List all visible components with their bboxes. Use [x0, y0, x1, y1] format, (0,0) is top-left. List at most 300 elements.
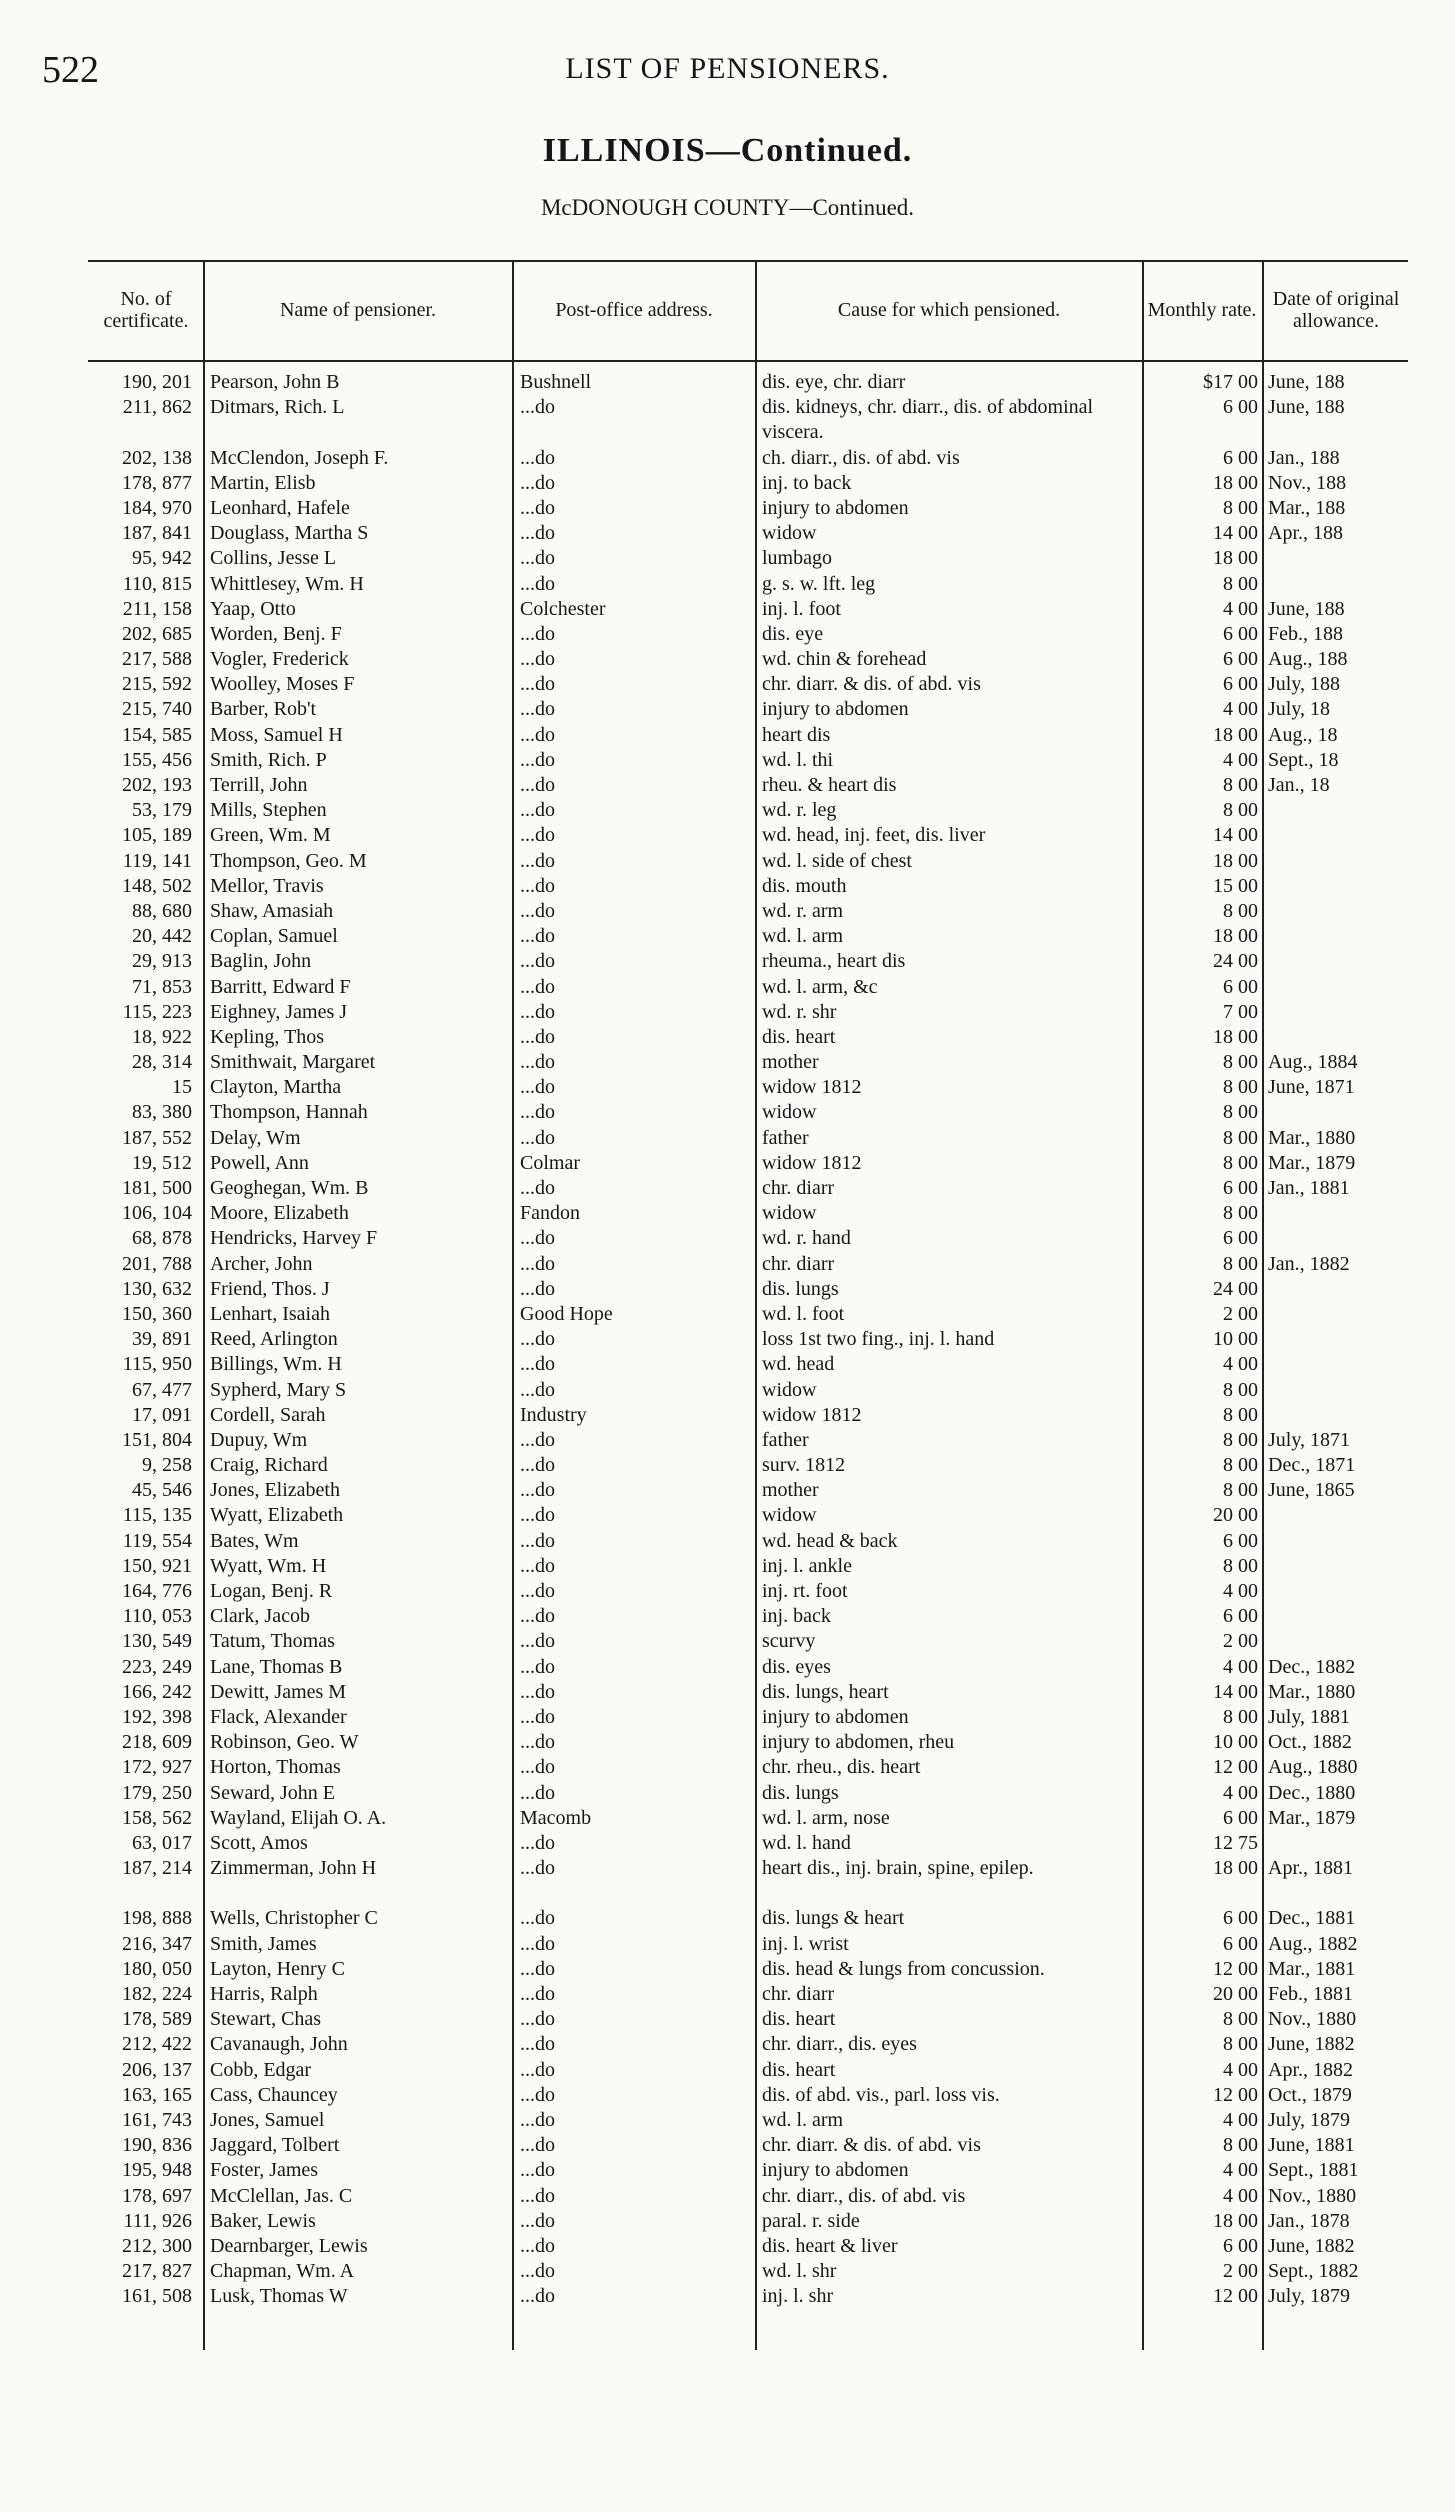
- monthly-rate: 8 00: [1223, 1428, 1258, 1451]
- cause: paral. r. side: [762, 2209, 860, 2232]
- post-office: ...do: [520, 1655, 555, 1678]
- certificate-number: 154, 585: [122, 723, 192, 746]
- monthly-rate: 2 00: [1223, 1630, 1258, 1653]
- table-row: [0, 1403, 1455, 1428]
- table-row: [0, 1629, 1455, 1654]
- allowance-date: Dec., 1882: [1268, 1655, 1356, 1678]
- monthly-rate: 18 00: [1213, 2209, 1258, 2232]
- allowance-date: Aug., 1882: [1268, 1932, 1358, 1955]
- table-row: [0, 1100, 1455, 1125]
- table-row: [0, 1982, 1455, 2007]
- certificate-number: 218, 609: [122, 1731, 192, 1754]
- certificate-number: 130, 632: [122, 1277, 192, 1300]
- table-row: [0, 446, 1455, 471]
- cause: wd. l. arm: [762, 2108, 844, 2131]
- post-office: ...do: [520, 1328, 555, 1351]
- certificate-number: 211, 158: [122, 597, 192, 620]
- post-office: ...do: [520, 2184, 555, 2207]
- monthly-rate: 4 00: [1223, 1655, 1258, 1678]
- pensioner-name: Yaap, Otto: [210, 597, 296, 620]
- monthly-rate: 12 00: [1213, 1756, 1258, 1779]
- certificate-number: 148, 502: [122, 874, 192, 897]
- table-row: [0, 1503, 1455, 1528]
- monthly-rate: 14 00: [1213, 1680, 1258, 1703]
- pensioner-name: Coplan, Samuel: [210, 925, 338, 948]
- table-row: [0, 647, 1455, 672]
- monthly-rate: 8 00: [1223, 1051, 1258, 1074]
- post-office: ...do: [520, 925, 555, 948]
- post-office: ...do: [520, 1705, 555, 1728]
- monthly-rate: 14 00: [1213, 522, 1258, 545]
- table-row: [0, 2184, 1455, 2209]
- pensioner-name: Barber, Rob't: [210, 698, 317, 721]
- allowance-date: Apr., 1881: [1268, 1857, 1353, 1880]
- allowance-date: Dec., 1880: [1268, 1781, 1356, 1804]
- post-office: ...do: [520, 1554, 555, 1577]
- certificate-number: 166, 242: [122, 1680, 192, 1703]
- pensioner-name: Jones, Elizabeth: [210, 1479, 340, 1502]
- post-office: ...do: [520, 2134, 555, 2157]
- certificate-number: 179, 250: [122, 1781, 192, 1804]
- monthly-rate: 6 00: [1223, 622, 1258, 645]
- table-row: [0, 723, 1455, 748]
- certificate-number: 172, 927: [122, 1756, 192, 1779]
- pensioner-table: [0, 370, 1455, 2309]
- pensioner-name: Vogler, Frederick: [210, 648, 349, 671]
- certificate-number: 163, 165: [122, 2083, 192, 2106]
- certificate-number: 19, 512: [132, 1151, 192, 1174]
- pensioner-name: Billings, Wm. H: [210, 1353, 342, 1376]
- cause: widow: [762, 522, 817, 545]
- pensioner-name: Terrill, John: [210, 774, 308, 797]
- post-office: Colmar: [520, 1151, 580, 1174]
- certificate-number: 115, 223: [122, 1000, 192, 1023]
- monthly-rate: 6 00: [1223, 648, 1258, 671]
- post-office: ...do: [520, 396, 555, 419]
- pensioner-name: Zimmerman, John H: [210, 1857, 377, 1880]
- cause: chr. diarr: [762, 1177, 835, 1200]
- post-office: ...do: [520, 2008, 555, 2031]
- monthly-rate: 24 00: [1213, 1277, 1258, 1300]
- post-office: ...do: [520, 622, 555, 645]
- pensioner-name: Tatum, Thomas: [210, 1630, 335, 1653]
- table-row: [0, 748, 1455, 773]
- cause: chr. diarr., dis. of abd. vis: [762, 2184, 966, 2207]
- certificate-number: 180, 050: [122, 1957, 192, 1980]
- certificate-number: 71, 853: [132, 975, 192, 998]
- certificate-number: 119, 141: [122, 849, 192, 872]
- cause: chr. diarr., dis. eyes: [762, 2033, 917, 2056]
- cause: dis. mouth: [762, 874, 847, 897]
- certificate-number: 215, 592: [122, 673, 192, 696]
- allowance-date: Oct., 1879: [1268, 2083, 1352, 2106]
- cause: injury to abdomen: [762, 698, 909, 721]
- pensioner-name: Geoghegan, Wm. B: [210, 1177, 369, 1200]
- monthly-rate: 4 00: [1223, 1580, 1258, 1603]
- pensioner-name: Baglin, John: [210, 950, 312, 973]
- monthly-rate: 6 00: [1223, 2234, 1258, 2257]
- monthly-rate: 4 00: [1223, 2159, 1258, 2182]
- pensioner-name: Wells, Christopher C: [210, 1907, 378, 1930]
- table-row: [0, 1604, 1455, 1629]
- certificate-number: 182, 224: [122, 1983, 192, 2006]
- certificate-number: 105, 189: [122, 824, 192, 847]
- certificate-number: 155, 456: [122, 748, 192, 771]
- allowance-date: Sept., 18: [1268, 748, 1339, 771]
- cause: mother: [762, 1479, 819, 1502]
- post-office: ...do: [520, 673, 555, 696]
- pensioner-name: Dearnbarger, Lewis: [210, 2234, 368, 2257]
- certificate-number: 53, 179: [132, 799, 192, 822]
- pensioner-name: Stewart, Chas: [210, 2008, 322, 2031]
- table-row: [0, 572, 1455, 597]
- certificate-number: 178, 877: [122, 471, 192, 494]
- pensioner-name: Harris, Ralph: [210, 1983, 318, 2006]
- certificate-number: 28, 314: [132, 1051, 192, 1074]
- post-office: ...do: [520, 1529, 555, 1552]
- allowance-date: Mar., 1879: [1268, 1806, 1356, 1829]
- cause: g. s. w. lft. leg: [762, 572, 876, 595]
- post-office: ...do: [520, 1227, 555, 1250]
- pensioner-name: Moore, Elizabeth: [210, 1202, 349, 1225]
- monthly-rate: 12 00: [1213, 1957, 1258, 1980]
- monthly-rate: 15 00: [1213, 874, 1258, 897]
- post-office: ...do: [520, 2234, 555, 2257]
- post-office: Good Hope: [520, 1302, 613, 1325]
- cause: rheu. & heart dis: [762, 774, 897, 797]
- certificate-number: 83, 380: [132, 1101, 192, 1124]
- monthly-rate: 8 00: [1223, 1403, 1258, 1426]
- pensioner-name: Smithwait, Margaret: [210, 1051, 376, 1074]
- post-office: ...do: [520, 547, 555, 570]
- monthly-rate: 8 00: [1223, 1554, 1258, 1577]
- certificate-number: 202, 685: [122, 622, 192, 645]
- post-office: Fandon: [520, 1202, 580, 1225]
- pensioner-name: Ditmars, Rich. L: [210, 396, 345, 419]
- post-office: ...do: [520, 1983, 555, 2006]
- pensioner-name: Scott, Amos: [210, 1831, 308, 1854]
- post-office: ...do: [520, 522, 555, 545]
- cause: inj. l. shr: [762, 2285, 834, 2308]
- cause: wd. l. side of chest: [762, 849, 912, 872]
- post-office: ...do: [520, 1781, 555, 1804]
- post-office: ...do: [520, 2285, 555, 2308]
- post-office: ...do: [520, 1000, 555, 1023]
- certificate-number: 192, 398: [122, 1705, 192, 1728]
- monthly-rate: 7 00: [1223, 1000, 1258, 1023]
- table-row: [0, 1453, 1455, 1478]
- allowance-date: Feb., 188: [1268, 622, 1343, 645]
- monthly-rate: 8 00: [1223, 1479, 1258, 1502]
- table-row: [0, 1781, 1455, 1806]
- certificate-number: 181, 500: [122, 1177, 192, 1200]
- table-row: [0, 597, 1455, 622]
- table-row: [0, 2108, 1455, 2133]
- pensioner-name: Logan, Benj. R: [210, 1580, 333, 1603]
- post-office: ...do: [520, 2260, 555, 2283]
- post-office: ...do: [520, 1680, 555, 1703]
- certificate-number: 212, 422: [122, 2033, 192, 2056]
- monthly-rate: 8 00: [1223, 774, 1258, 797]
- pensioner-name: Martin, Elisb: [210, 471, 316, 494]
- monthly-rate: 8 00: [1223, 1454, 1258, 1477]
- pensioner-name: Smith, James: [210, 1932, 317, 1955]
- pensioner-name: Bates, Wm: [210, 1529, 299, 1552]
- allowance-date: July, 188: [1268, 673, 1341, 696]
- post-office: ...do: [520, 1051, 555, 1074]
- pensioner-name: Mellor, Travis: [210, 874, 324, 897]
- monthly-rate: 4 00: [1223, 2058, 1258, 2081]
- cause: dis. of abd. vis., parl. loss vis.: [762, 2083, 1000, 2106]
- pensioner-name: Mills, Stephen: [210, 799, 327, 822]
- post-office: ...do: [520, 874, 555, 897]
- certificate-number: 119, 554: [122, 1529, 192, 1552]
- pensioner-name: Wyatt, Elizabeth: [210, 1504, 344, 1527]
- allowance-date: July, 1881: [1268, 1705, 1351, 1728]
- monthly-rate: 6 00: [1223, 1605, 1258, 1628]
- monthly-rate: 8 00: [1223, 1151, 1258, 1174]
- table-row: [0, 1906, 1455, 1931]
- cause: dis. heart: [762, 2008, 836, 2031]
- post-office: ...do: [520, 2083, 555, 2106]
- cause: dis. lungs: [762, 1277, 839, 1300]
- certificate-number: 150, 360: [122, 1302, 192, 1325]
- post-office: ...do: [520, 2108, 555, 2131]
- certificate-number: 106, 104: [122, 1202, 192, 1225]
- pensioner-name: Sypherd, Mary S: [210, 1378, 347, 1401]
- post-office: ...do: [520, 774, 555, 797]
- certificate-number: 39, 891: [132, 1328, 192, 1351]
- table-row: [0, 1252, 1455, 1277]
- pensioner-name: Smith, Rich. P: [210, 748, 327, 771]
- table-row: [0, 1428, 1455, 1453]
- pensioner-name: Friend, Thos. J: [210, 1277, 330, 1300]
- certificate-number: 63, 017: [132, 1831, 192, 1854]
- monthly-rate: 12 00: [1213, 2285, 1258, 2308]
- allowance-date: June, 188: [1268, 597, 1345, 620]
- cause: father: [762, 1428, 809, 1451]
- cause: wd. head: [762, 1353, 835, 1376]
- post-office: ...do: [520, 950, 555, 973]
- monthly-rate: 6 00: [1223, 673, 1258, 696]
- monthly-rate: 8 00: [1223, 572, 1258, 595]
- table-row: [0, 622, 1455, 647]
- certificate-number: 164, 776: [122, 1580, 192, 1603]
- post-office: ...do: [520, 975, 555, 998]
- allowance-date: June, 1881: [1268, 2134, 1355, 2157]
- certificate-number: 190, 201: [122, 371, 192, 393]
- cause: widow: [762, 1101, 817, 1124]
- certificate-number: 190, 836: [122, 2134, 192, 2157]
- monthly-rate: 6 00: [1223, 396, 1258, 419]
- cause: widow: [762, 1504, 817, 1527]
- table-row: [0, 1050, 1455, 1075]
- cause: wd. l. foot: [762, 1302, 845, 1325]
- column-header-name: Name of pensioner.: [279, 299, 437, 321]
- monthly-rate: 4 00: [1223, 2184, 1258, 2207]
- table-row: [0, 1655, 1455, 1680]
- table-row: [0, 1126, 1455, 1151]
- table-row: [0, 1352, 1455, 1377]
- certificate-number: 198, 888: [122, 1907, 192, 1930]
- cause: chr. rheu., dis. heart: [762, 1756, 921, 1779]
- cause: chr. diarr: [762, 1983, 835, 2006]
- monthly-rate: 8 00: [1223, 496, 1258, 519]
- pensioner-name: Barritt, Edward F: [210, 975, 351, 998]
- cause: wd. r. leg: [762, 799, 837, 822]
- table-row: [0, 1579, 1455, 1604]
- allowance-date: Sept., 1882: [1268, 2260, 1359, 2283]
- certificate-number: 178, 589: [122, 2008, 192, 2031]
- table-row: [0, 1000, 1455, 1025]
- table-row: [0, 672, 1455, 697]
- monthly-rate: $17 00: [1203, 371, 1258, 393]
- certificate-number: 110, 815: [122, 572, 192, 595]
- table-row: [0, 1680, 1455, 1705]
- certificate-number: 115, 135: [122, 1504, 192, 1527]
- post-office: ...do: [520, 1353, 555, 1376]
- certificate-number: 187, 841: [122, 522, 192, 545]
- cause: dis. heart: [762, 1025, 836, 1048]
- table-row: [0, 949, 1455, 974]
- cause: loss 1st two fing., inj. l. hand: [762, 1328, 995, 1351]
- pensioner-name: Lusk, Thomas W: [210, 2285, 348, 2308]
- monthly-rate: 8 00: [1223, 899, 1258, 922]
- certificate-number: 211, 862: [122, 396, 192, 419]
- cause: inj. l. ankle: [762, 1554, 852, 1577]
- certificate-number: 223, 249: [122, 1655, 192, 1678]
- certificate-number: 95, 942: [132, 547, 192, 570]
- post-office: ...do: [520, 1277, 555, 1300]
- monthly-rate: 6 00: [1223, 975, 1258, 998]
- state-title: ILLINOIS—Continued.: [542, 132, 913, 169]
- monthly-rate: 10 00: [1213, 1731, 1258, 1754]
- pensioner-name: Whittlesey, Wm. H: [210, 572, 364, 595]
- post-office: ...do: [520, 446, 555, 469]
- cause: injury to abdomen: [762, 496, 909, 519]
- allowance-date: July, 1879: [1268, 2285, 1351, 2308]
- pensioner-name: Lane, Thomas B: [210, 1655, 343, 1678]
- post-office: ...do: [520, 1454, 555, 1477]
- allowance-date: Jan., 1882: [1268, 1252, 1350, 1275]
- post-office: Colchester: [520, 597, 606, 620]
- cause: widow 1812: [762, 1151, 862, 1174]
- pensioner-name: Chapman, Wm. A: [210, 2260, 355, 2283]
- monthly-rate: 2 00: [1223, 1302, 1258, 1325]
- table-row: [0, 1831, 1455, 1856]
- pensioner-name: Seward, John E: [210, 1781, 335, 1804]
- post-office: ...do: [520, 1025, 555, 1048]
- post-office: ...do: [520, 1126, 555, 1149]
- cause: widow 1812: [762, 1076, 862, 1099]
- allowance-date: Mar., 1881: [1268, 1957, 1356, 1980]
- cause: dis. eye, chr. diarr: [762, 371, 906, 393]
- post-office: Macomb: [520, 1806, 592, 1829]
- post-office: ...do: [520, 2159, 555, 2182]
- pensioner-name: Collins, Jesse L: [210, 547, 337, 570]
- certificate-number: 178, 697: [122, 2184, 192, 2207]
- table-row: [0, 1327, 1455, 1352]
- allowance-date: Nov., 1880: [1268, 2008, 1357, 2031]
- post-office: ...do: [520, 1932, 555, 1955]
- post-office: ...do: [520, 1378, 555, 1401]
- monthly-rate: 24 00: [1213, 950, 1258, 973]
- post-office: ...do: [520, 1731, 555, 1754]
- running-title: LIST OF PENSIONERS.: [565, 52, 890, 85]
- allowance-date: June, 1882: [1268, 2234, 1355, 2257]
- cause: lumbago: [762, 547, 832, 570]
- monthly-rate: 18 00: [1213, 849, 1258, 872]
- table-row: [0, 773, 1455, 798]
- certificate-number: 158, 562: [122, 1806, 192, 1829]
- monthly-rate: 2 00: [1223, 2260, 1258, 2283]
- table-row: [0, 1176, 1455, 1201]
- pensioner-name: Reed, Arlington: [210, 1328, 338, 1351]
- pensioner-name: Archer, John: [210, 1252, 313, 1275]
- allowance-date: Jan., 188: [1268, 446, 1340, 469]
- table-row: [0, 2058, 1455, 2083]
- pensioner-name: Foster, James: [210, 2159, 319, 2182]
- post-office: ...do: [520, 698, 555, 721]
- table-row: [0, 798, 1455, 823]
- allowance-date: Jan., 1878: [1268, 2209, 1350, 2232]
- monthly-rate: 4 00: [1223, 698, 1258, 721]
- allowance-date: July, 18: [1268, 698, 1331, 721]
- pensioner-name: Baker, Lewis: [210, 2209, 316, 2232]
- cause: widow: [762, 1202, 817, 1225]
- certificate-number: 15: [172, 1076, 192, 1099]
- post-office: ...do: [520, 1831, 555, 1854]
- column-header-rate: Monthly rate.: [1147, 299, 1257, 321]
- pensioner-name: Leonhard, Hafele: [210, 496, 350, 519]
- monthly-rate: 8 00: [1223, 1126, 1258, 1149]
- monthly-rate: 18 00: [1213, 1025, 1258, 1048]
- post-office: ...do: [520, 471, 555, 494]
- table-row: [0, 471, 1455, 496]
- certificate-number: 17, 091: [132, 1403, 192, 1426]
- monthly-rate: 20 00: [1213, 1983, 1258, 2006]
- cause: ch. diarr., dis. of abd. vis: [762, 446, 960, 469]
- table-row: [0, 1201, 1455, 1226]
- table-row: [0, 370, 1455, 395]
- allowance-date: Aug., 18: [1268, 723, 1338, 746]
- cause: wd. head, inj. feet, dis. liver: [762, 824, 986, 847]
- cause: wd. l. shr: [762, 2260, 837, 2283]
- cause: wd. r. arm: [762, 899, 844, 922]
- certificate-number: 130, 549: [122, 1630, 192, 1653]
- certificate-number: 184, 970: [122, 496, 192, 519]
- pensioner-name: Wyatt, Wm. H: [210, 1554, 327, 1577]
- post-office: ...do: [520, 824, 555, 847]
- allowance-date: Dec., 1881: [1268, 1907, 1356, 1930]
- table-row: [0, 2158, 1455, 2183]
- allowance-date: Jan., 18: [1268, 774, 1330, 797]
- certificate-number: 150, 921: [122, 1554, 192, 1577]
- cause: injury to abdomen: [762, 2159, 909, 2182]
- cause: injury to abdomen: [762, 1705, 909, 1728]
- allowance-date: June, 1882: [1268, 2033, 1355, 2056]
- certificate-number: 20, 442: [132, 925, 192, 948]
- cause: dis. eye: [762, 622, 824, 645]
- table-row: [0, 1302, 1455, 1327]
- post-office: ...do: [520, 1076, 555, 1099]
- post-office: ...do: [520, 1479, 555, 1502]
- cause: wd. l. thi: [762, 748, 834, 771]
- certificate-number: 29, 913: [132, 950, 192, 973]
- post-office: ...do: [520, 1630, 555, 1653]
- cause: dis. lungs: [762, 1781, 839, 1804]
- allowance-date: Aug., 1880: [1268, 1756, 1358, 1779]
